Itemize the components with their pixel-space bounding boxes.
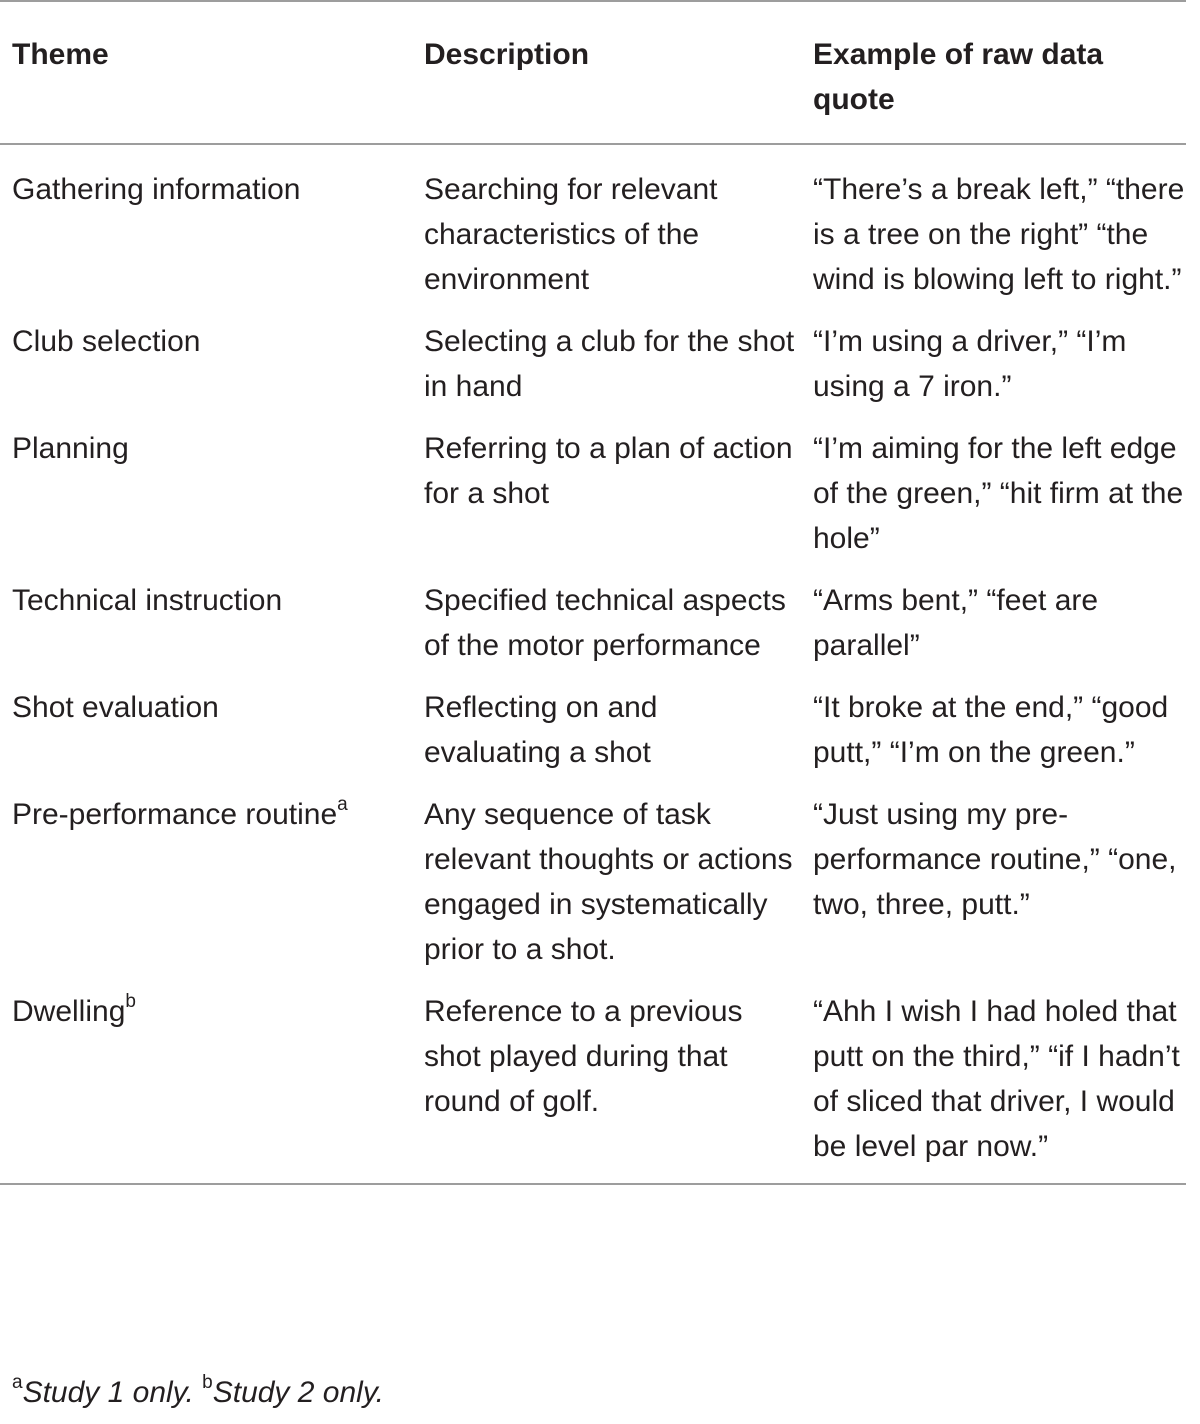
theme-label: Planning — [12, 432, 129, 465]
table-row — [0, 417, 1186, 569]
theme-label: Gathering information — [12, 173, 301, 206]
table-row — [0, 980, 1186, 1184]
table-body — [0, 144, 1186, 1184]
quote-cell: “There’s a break left,” “there is a tree on the right” “the wind is blowing left to right.” — [813, 173, 1185, 296]
theme-label: Shot evaluation — [12, 691, 219, 724]
table-header — [0, 1, 1186, 144]
description-cell: Specified technical aspects of the motor performance — [424, 584, 786, 662]
description-cell: Reflecting on and evaluating a shot — [424, 691, 658, 769]
table-row — [0, 310, 1186, 417]
footnote-text-a: Study 1 only. — [22, 1376, 194, 1409]
quote-cell: “Just using my pre-performance routine,” “one, two, three, putt.” — [813, 798, 1177, 921]
description-cell: Reference to a previous shot played during that round of golf. — [424, 995, 743, 1118]
description-cell: Selecting a club for the shot in hand — [424, 325, 795, 403]
description-cell: Searching for relevant characteristics of the environment — [424, 173, 718, 296]
theme-cell — [0, 676, 412, 783]
description-cell: Referring to a plan of action for a shot — [424, 432, 793, 510]
footnote-text-b: Study 2 only. — [212, 1376, 384, 1409]
quote-cell: “Ahh I wish I had holed that putt on the third,” “if I hadn’t of sliced that driver, I would be level par now.” — [813, 995, 1180, 1163]
theme-label: Technical instruction — [12, 584, 283, 617]
header-example-quote: Example of raw data quote — [813, 38, 1104, 116]
footnote-mark-b: b — [202, 1372, 213, 1393]
quote-cell: “I’m aiming for the left edge of the green,” “hit firm at the hole” — [813, 432, 1184, 555]
theme-cell — [0, 144, 412, 310]
theme-cell — [0, 783, 412, 980]
table-row — [0, 676, 1186, 783]
quote-cell: “Arms bent,” “feet are parallel” — [813, 584, 1099, 662]
header-theme: Theme — [12, 38, 109, 71]
theme-cell — [0, 417, 412, 569]
header-description: Description — [424, 38, 590, 71]
theme-footnote-mark: a — [337, 794, 348, 815]
theme-cell — [0, 310, 412, 417]
header-row — [0, 1, 1186, 144]
quote-cell: “I’m using a driver,” “I’m using a 7 iron.” — [813, 325, 1127, 403]
table-row — [0, 783, 1186, 980]
theme-label: Club selection — [12, 325, 201, 358]
theme-label: Pre-performance routine — [12, 798, 338, 831]
description-cell: Any sequence of task relevant thoughts or actions engaged in systematically prior to a shot. — [424, 798, 793, 966]
theme-cell — [0, 569, 412, 676]
table-footnotes — [12, 1373, 384, 1413]
theme-cell — [0, 980, 412, 1184]
theme-footnote-mark: b — [125, 991, 136, 1012]
footnote-mark-a: a — [12, 1372, 23, 1393]
table-row — [0, 569, 1186, 676]
theme-label: Dwelling — [12, 995, 126, 1028]
quote-cell: “It broke at the end,” “good putt,” “I’m on the green.” — [813, 691, 1169, 769]
table-row — [0, 144, 1186, 310]
